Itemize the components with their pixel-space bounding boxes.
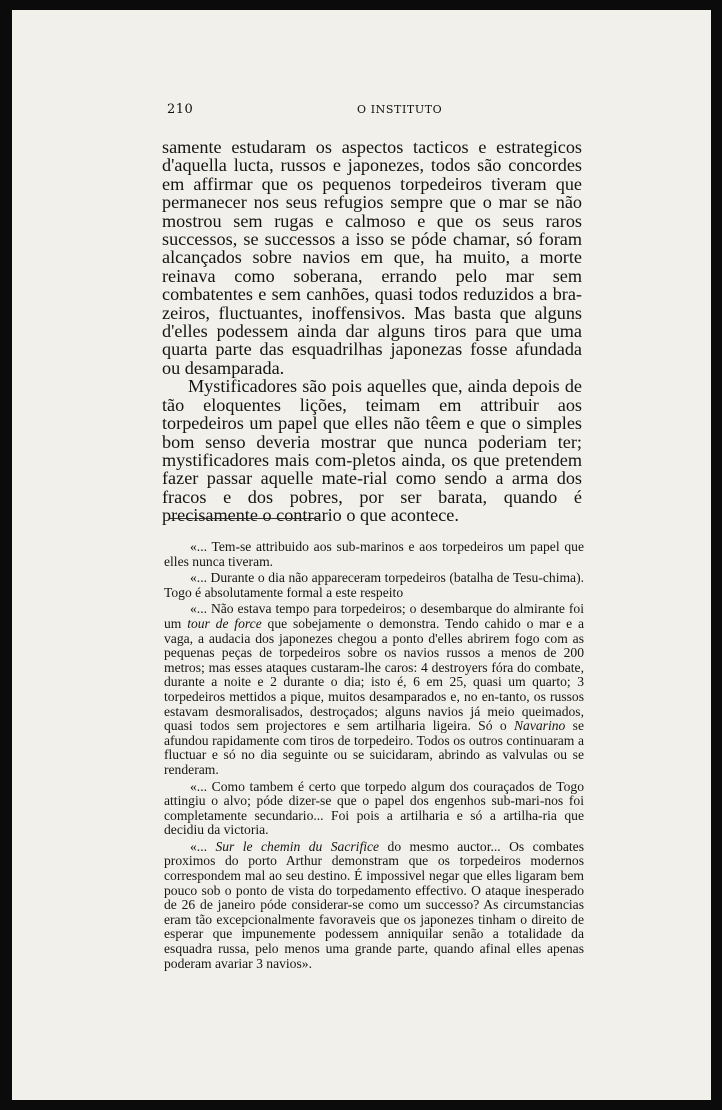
note3-part-b: que sobejamente o demonstra. Tendo cahido o mar e a vaga, a audacia dos japonezes chegou a ponto d'elles abrirem fogo com as pequenas peças de torpedeiros sobre os navios russos a menos de 200 metros; mas esses ataques custaram-lhe caros: 4 destroyers fóra do combate, durante a noite e 2 durante o dia; isto é, 6 em 25, quasi um quarto; 3 torpedeiros mettidos a pique, muitos desamparados e, no en-tanto, os russos estavam desmoralisados, destroçados; alguns navios já meio queimados, quasi todos sem projectores e sem artilharia ligeira. Só o [164, 615, 584, 734]
footnote-quote-3 [164, 602, 584, 777]
note3-part-c: se afundou rapidamente com tiros de torpedeiro. Todos os outros continuaram a fluctuar e só no dia seguinte ou se suicidaram, abrindo as valvulas ou se renderam. [164, 718, 584, 777]
footnote-quote-4: «... Como tambem é certo que torpedo algum dos couraçados de Togo attingiu o alvo; póde dizer-se que o papel dos engenhos sub-mari-nos foi completamente secundario... Foi pois a artilharia e só a artilha-ria que decidiu da victoria. [164, 778, 584, 838]
note5-italic-title: Sur le chemin du Sacrifice [215, 838, 380, 854]
footnote-quote-5 [164, 840, 584, 971]
scanned-page [12, 10, 711, 1100]
note3-italic-navarino: Navarino [513, 718, 566, 734]
note5-part-b: do mesmo auctor... Os combates proximos do porto Arthur demonstram que os torpedeiros modernos correspondem mal ao seu destino. É impossivel negar que elles ligaram bem pouco sob o ponto de vista do torpedamento effectivo. O ataque inesperado de 26 de janeiro póde considerar-se como um successo? As circumstancias eram tão excepcionalmente favoraveis que os japonezes tinham o direito de esperar que impunemente podessem anniquilar senão a totalidade da esquadra russa, pelo menos uma grande parte, quando afinal elles apenas poderam avariar 3 navios». [164, 838, 585, 971]
footnote-rule [170, 518, 320, 519]
footnotes [164, 540, 584, 973]
paragraph-1: samente estudaram os aspectos tacticos e estrategicos d'aquella lucta, russos e japonezes, todos são concordes em affirmar que os pequenos torpedeiros tiveram que permanecer nos seus refugios sempre que o mar se não mostrou sem rugas e calmoso e que os seus raros successos, se successos a isso se póde chamar, só foram alcançados sobre navios em que, ha muito, a morte reinava como soberana, errando pelo mar sem combatentes e sem canhões, quasi todos reduzidos a bra-zeiros, fluctuantes, inoffensivos. Mas basta que alguns d'elles podessem ainda dar alguns tiros para que uma quarta parte das esquadrilhas japonezas fosse afundada ou desamparada. [162, 137, 582, 378]
note3-part-a: «... Não estava tempo para torpedeiros; o desembarque do almirante foi um [164, 601, 584, 631]
footnote-quote-1: «... Tem-se attribuido aos sub-marinos e aos torpedeiros um papel que elles nunca tiveram. [164, 539, 584, 569]
footnote-quote-2: «... Durante o dia não appareceram torpedeiros (batalha de Tesu-chima). Togo é absolutamente formal a este respeito [164, 570, 584, 600]
note5-part-a: «... [190, 838, 216, 854]
paragraph-2: Mystificadores são pois aquelles que, ainda depois de tão eloquentes lições, teimam em attribuir aos torpedeiros um papel que elles não têem e que o simples bom senso deveria mostrar que nunca poderiam ter; mystificadores mais com-pletos ainda, os que pretendem fazer passar aquelle mate-rial como sendo a arma dos fracos e dos pobres, por ser barata, quando é precisamente o contrario o que acontece. [162, 376, 582, 526]
main-text [162, 138, 582, 525]
page-number: 210 [167, 102, 194, 117]
note3-italic-tour-de-force: tour de force [187, 615, 262, 631]
running-title: O INSTITUTO [357, 103, 443, 116]
